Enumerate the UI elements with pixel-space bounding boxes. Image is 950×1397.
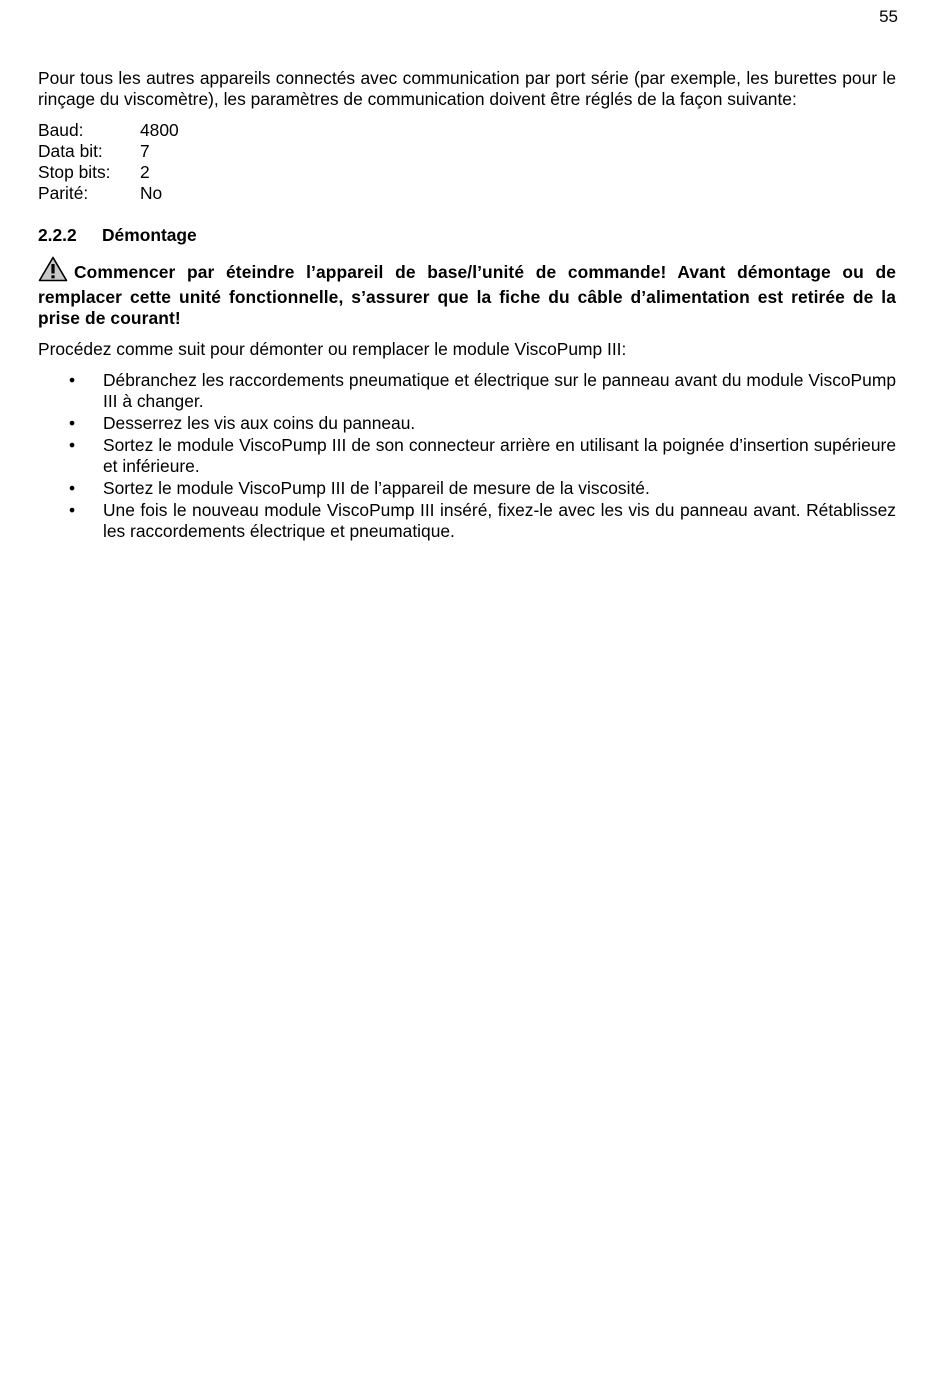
section-title: Démontage	[102, 225, 197, 245]
setting-value: 2	[140, 162, 150, 182]
setting-row-parity	[38, 183, 896, 204]
step-text: Sortez le module ViscoPump III de son connecteur arrière en utilisant la poignée d’insertion supérieure et inférieure.	[103, 435, 896, 476]
list-item	[38, 413, 896, 434]
bullet-icon: •	[69, 413, 76, 433]
page-number: 55	[879, 7, 898, 26]
section-heading	[38, 225, 896, 246]
bullet-icon: •	[69, 435, 76, 455]
setting-value: 4800	[140, 120, 179, 140]
setting-row-stop-bits	[38, 162, 896, 183]
step-text: Débranchez les raccordements pneumatique et électrique sur le panneau avant du module ViscoPump III à changer.	[103, 370, 896, 411]
list-item	[38, 478, 896, 499]
setting-value: 7	[140, 141, 150, 161]
intro-paragraph: Pour tous les autres appareils connectés avec communication par port série (par exemple, les burettes pour le rinçage du viscomètre), les paramètres de communication doivent être réglés de la façon suivante:	[38, 68, 896, 109]
bullet-icon: •	[69, 500, 76, 520]
procedure-steps	[38, 370, 896, 542]
step-text: Une fois le nouveau module ViscoPump III inséré, fixez-le avec les vis du panneau avant. Rétablissez les raccordements électrique et pneumatique.	[103, 500, 896, 541]
setting-value: No	[140, 183, 163, 203]
bullet-icon: •	[69, 478, 76, 498]
setting-row-data-bit	[38, 141, 896, 162]
communication-settings	[38, 120, 896, 204]
document-body	[38, 68, 896, 543]
setting-label: Data bit:	[38, 141, 103, 161]
warning-triangle-icon	[38, 256, 68, 287]
list-item	[38, 435, 896, 477]
warning-text: Commencer par éteindre l’appareil de base/l’unité de commande! Avant démontage ou de remplacer cette unité fonctionnelle, s’assurer que la fiche du câble d’alimentation est retirée de la prise de courant!	[38, 262, 896, 328]
bullet-icon: •	[69, 370, 76, 390]
list-item	[38, 500, 896, 542]
setting-label: Stop bits:	[38, 162, 111, 182]
setting-label: Baud:	[38, 120, 84, 140]
setting-label: Parité:	[38, 183, 89, 203]
step-text: Desserrez les vis aux coins du panneau.	[103, 413, 416, 433]
warning-paragraph	[38, 256, 896, 329]
section-number: 2.2.2	[38, 225, 77, 245]
procedure-intro: Procédez comme suit pour démonter ou remplacer le module ViscoPump III:	[38, 339, 627, 359]
step-text: Sortez le module ViscoPump III de l’appareil de mesure de la viscosité.	[103, 478, 650, 498]
list-item	[38, 370, 896, 412]
setting-row-baud	[38, 120, 896, 141]
